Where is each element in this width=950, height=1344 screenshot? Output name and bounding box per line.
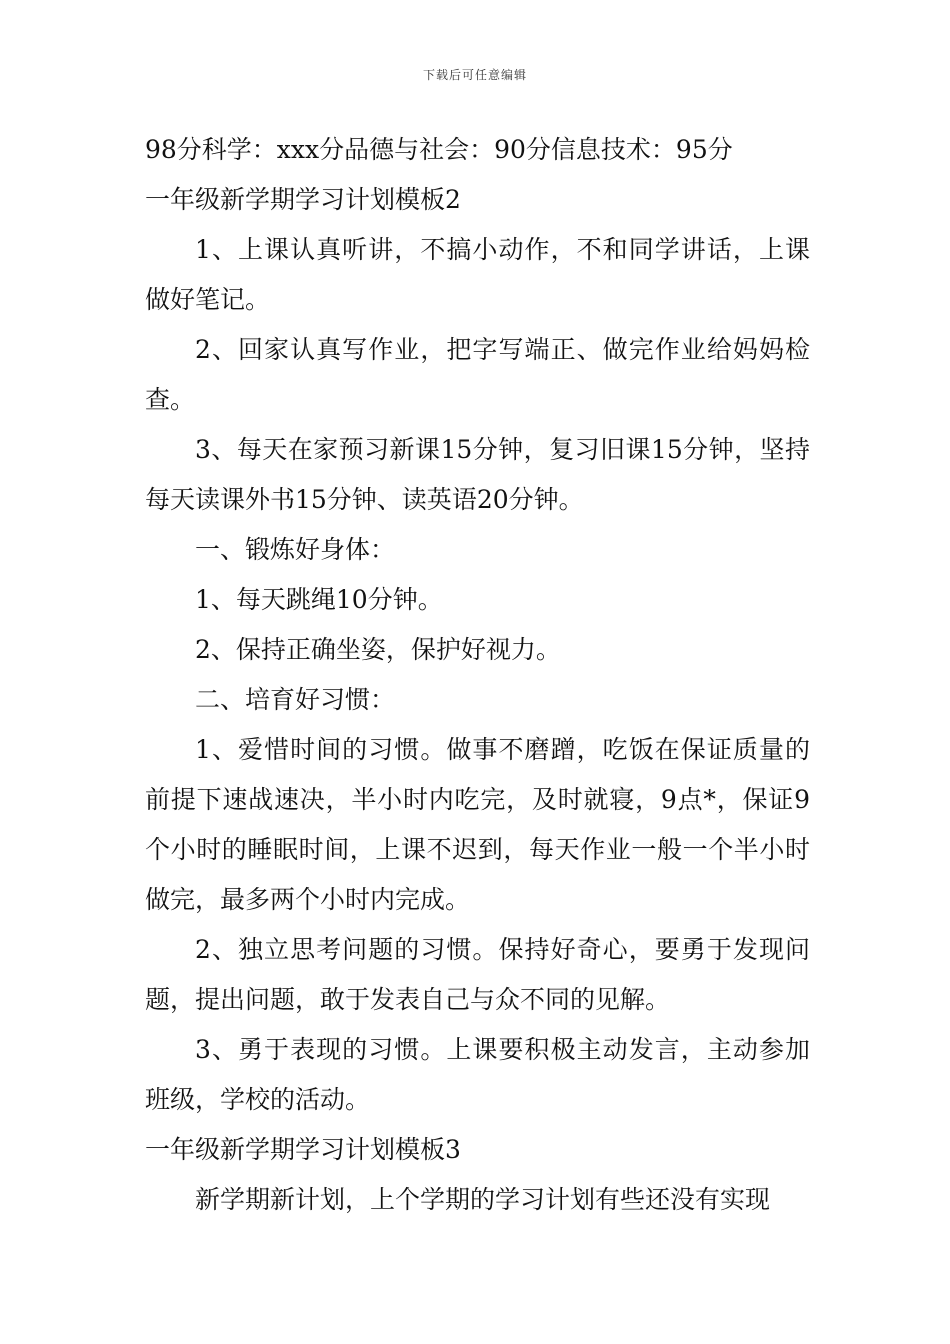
section-one-title: 一、锻炼好身体： bbox=[195, 535, 396, 564]
download-note: 下载后可任意编辑 bbox=[422, 68, 527, 82]
section-two-title: 二、培育好习惯： bbox=[195, 685, 396, 714]
template-3-paragraph: 新学期新计划，上个学期的学习计划有些还没有实现 bbox=[195, 1185, 771, 1214]
study-item-2: 2、回家认真写作业，把字写端正、做完作业给妈妈检查。 bbox=[145, 335, 810, 414]
study-item-1: 1、上课认真听讲，不搞小动作，不和同学讲话，上课做好笔记。 bbox=[145, 235, 810, 314]
habit-item-2: 2、独立思考问题的习惯。保持好奇心，要勇于发现问题，提出问题，敢于发表自己与众不同的见解。 bbox=[145, 935, 810, 1014]
body-item-1: 1、每天跳绳10分钟。 bbox=[195, 585, 443, 614]
template-2-heading: 一年级新学期学习计划模板2 bbox=[145, 185, 461, 214]
template-3-heading: 一年级新学期学习计划模板3 bbox=[145, 1135, 461, 1164]
document-body bbox=[145, 125, 810, 1225]
scores-line: 98分科学：xxx分品德与社会：90分信息技术：95分 bbox=[145, 135, 733, 164]
habit-item-1: 1、爱惜时间的习惯。做事不磨蹭，吃饭在保证质量的前提下速战速决，半小时内吃完，及时就寝，9点*，保证9个小时的睡眠时间，上课不迟到，每天作业一般一个半小时做完，最多两个小时内完成。 bbox=[145, 735, 810, 914]
study-item-3: 3、每天在家预习新课15分钟，复习旧课15分钟，坚持每天读课外书15分钟、读英语20分钟。 bbox=[145, 435, 810, 514]
habit-item-3: 3、勇于表现的习惯。上课要积极主动发言，主动参加班级，学校的活动。 bbox=[145, 1035, 810, 1114]
body-item-2: 2、保持正确坐姿，保护好视力。 bbox=[195, 635, 561, 664]
